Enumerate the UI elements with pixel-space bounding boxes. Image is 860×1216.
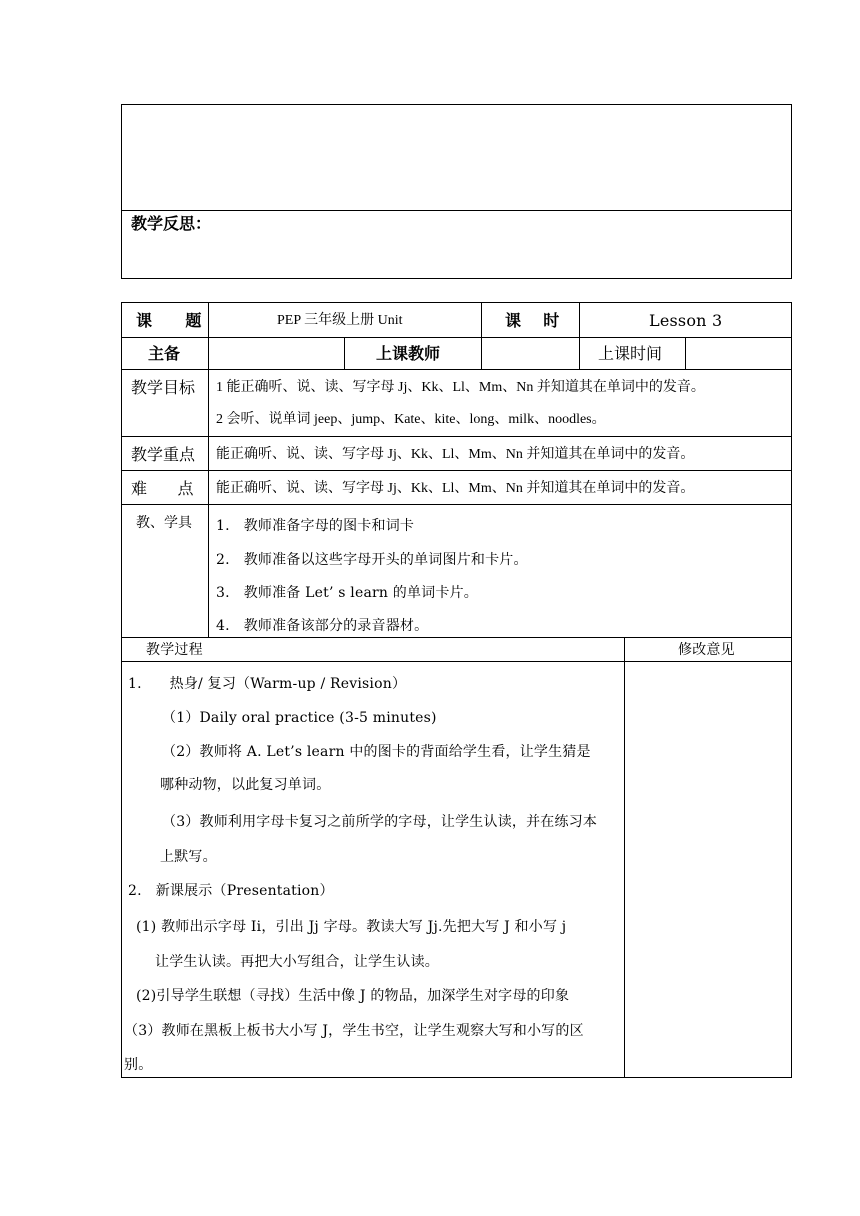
process-line: （1）Daily oral practice (3-5 minutes) xyxy=(162,710,437,726)
process-line: （3）教师利用字母卡复习之前所学的字母，让学生认读，并在练习本 xyxy=(162,814,598,830)
period-label: 课 时 xyxy=(505,311,560,330)
topic-label: 课 题 xyxy=(136,311,202,330)
col-rule xyxy=(685,337,686,369)
process-line: (2)引导学生联想（寻找）生活中像 J 的物品，加深学生对字母的印象 xyxy=(136,988,570,1004)
materials-item: 3. 教师准备 Let’ s learn 的单词卡片。 xyxy=(216,585,478,601)
difficulties-label: 难 点 xyxy=(131,479,194,498)
topic-value: PEP 三年级上册 Unit xyxy=(277,313,403,328)
process-line: 别。 xyxy=(124,1057,153,1073)
difficulties-text: 能正确听、说、读、写字母 Jj、Kk、Ll、Mm、Nn 并知道其在单词中的发音。 xyxy=(216,481,695,496)
process-line: （2）教师将 A. Let’s learn 中的图卡的背面给学生看，让学生猜是 xyxy=(162,744,591,760)
process-line: (1) 教师出示字母 Ii，引出 Jj 字母。教读大写 Jj.先把大写 J 和小写 j xyxy=(136,919,567,935)
materials-item: 1. 教师准备字母的图卡和词卡 xyxy=(216,518,415,534)
reflection-label: 教学反思： xyxy=(131,214,212,233)
period-value: Lesson 3 xyxy=(649,311,723,330)
process-line: （3）教师在黑板上板书大小写 J，学生书空，让学生观察大写和小写的区 xyxy=(124,1023,584,1039)
process-line: 2. 新课展示（Presentation） xyxy=(128,883,334,899)
row-rule xyxy=(121,661,792,662)
col-rule xyxy=(208,302,209,637)
teacher-label: 上课教师 xyxy=(376,344,441,363)
process-header: 教学过程 xyxy=(146,642,203,658)
key-points-text: 能正确听、说、读、写字母 Jj、Kk、Ll、Mm、Nn 并知道其在单词中的发音。 xyxy=(216,447,695,462)
objectives-label: 教学目标 xyxy=(131,378,196,397)
materials-item: 2. 教师准备以这些字母开头的单词图片和卡片。 xyxy=(216,552,528,568)
revision-header: 修改意见 xyxy=(678,642,735,658)
col-rule xyxy=(481,337,482,369)
col-rule xyxy=(579,302,580,369)
key-points-label: 教学重点 xyxy=(131,445,196,464)
row-rule xyxy=(121,504,792,505)
process-line: 1. 热身/ 复习（Warm-up / Revision） xyxy=(128,676,407,692)
row-rule xyxy=(121,470,792,471)
process-line: 上默写。 xyxy=(160,849,217,865)
objective-line: 2 会听、说单词 jeep、jump、Kate、kite、long、milk、noodles。 xyxy=(216,412,606,427)
row-rule xyxy=(121,337,792,338)
row-rule xyxy=(121,436,792,437)
col-rule xyxy=(624,637,625,1078)
materials-item: 4. 教师准备该部分的录音器材。 xyxy=(216,618,429,634)
process-line: 让学生认读。再把大小写组合，让学生认读。 xyxy=(155,954,439,970)
process-line: 哪种动物，以此复习单词。 xyxy=(160,777,331,793)
row-rule xyxy=(121,369,792,370)
reflection-divider xyxy=(121,210,792,211)
objective-line: 1 能正确听、说、读、写字母 Jj、Kk、Ll、Mm、Nn 并知道其在单词中的发音。 xyxy=(216,380,705,395)
class-time-label: 上课时间 xyxy=(598,344,663,363)
lead-preparer-label: 主备 xyxy=(148,344,181,363)
col-rule xyxy=(344,337,345,369)
col-rule xyxy=(481,302,482,337)
row-rule xyxy=(121,637,792,638)
materials-label: 教、学具 xyxy=(136,515,192,531)
reflection-box xyxy=(121,104,792,279)
